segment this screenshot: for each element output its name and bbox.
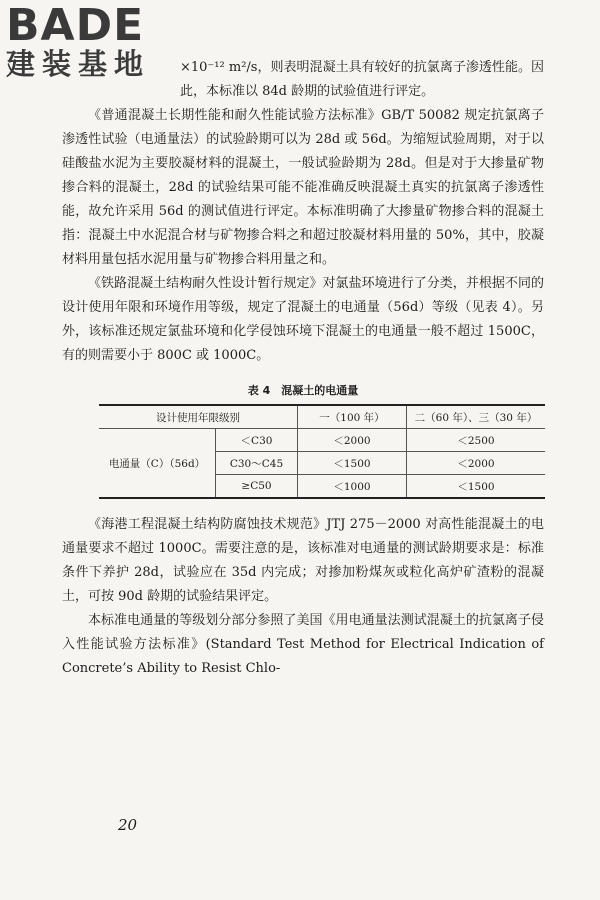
cell-grade: ＜C30: [216, 429, 298, 452]
paragraph-2: 《普通混凝土长期性能和耐久性能试验方法标准》GB/T 50082 规定抗氯离子渗透性试验（电通量法）的试验龄期可以为 28d 或 56d。为缩短试验周期，对于以硅酸盐水泥为主要胶凝材料的混凝土，一般试验龄期为 28d。但是对于大掺量矿物掺合料的混凝土，28d 的试验结果可能不能准确反映混凝土真实的抗氯离子渗透性能，故允许采用 56d 的测试值进行评定。本标准明确了大掺量矿物掺合料的混凝土指：混凝土中水泥混合材与矿物掺合料之和超过胶凝材料用量的 50%，其中，胶凝材料用量包括水泥用量与矿物掺合料用量之和。: [62, 108, 545, 267]
cell-value: ＜1500: [407, 475, 546, 499]
table-caption: 表 4 混凝土的电通量: [247, 384, 359, 397]
cell-value: ＜1000: [298, 475, 407, 499]
cell-grade: ≥C50: [216, 475, 298, 499]
logo-brand: BADE: [6, 0, 145, 51]
paragraph-3: 《铁路混凝土结构耐久性设计暂行规定》对氯盐环境进行了分类，并根据不同的设计使用年限和环境作用等级，规定了混凝土的电通量（56d）等级（见表 4）。另外，该标准还规定氯盐环境和化学侵蚀环境下混凝土的电通量一般不超过 1500C，有的则需要小于 800C 或 1000C。: [62, 276, 544, 363]
cell-value: ＜2500: [407, 429, 546, 452]
watermark-logo: [6, 0, 151, 81]
paragraph-1: ×10⁻¹² m²/s，则表明混凝土具有较好的抗氯离子渗透性能。因此，本标准以 84d 龄期的试验值进行评定。: [180, 60, 544, 99]
cell-grade: C30～C45: [216, 452, 298, 475]
cell-value: ＜2000: [298, 429, 407, 452]
header-grade-one: 一（100 年）: [298, 405, 407, 429]
table-header-row: [99, 405, 545, 429]
row-label-flux: 电通量（C）（56d）: [99, 429, 216, 499]
electric-flux-table: [99, 404, 545, 499]
header-grade-two-three: 二（60 年）、三（30 年）: [407, 405, 546, 429]
header-service-life: 设计使用年限级别: [99, 405, 298, 429]
paragraph-5: 本标准电通量的等级划分部分参照了美国《用电通量法测试混凝土的抗氯离子侵入性能试验方法标准》(Standard Test Method for Electrical Indication of Concrete’s Ability to Resist Chlo-: [62, 613, 544, 676]
cell-value: ＜2000: [407, 452, 546, 475]
table-row: [99, 429, 545, 452]
cell-value: ＜1500: [298, 452, 407, 475]
logo-subtitle: 建装基地: [6, 47, 151, 81]
paragraph-4: 《海港工程混凝土结构防腐蚀技术规范》JTJ 275－2000 对高性能混凝土的电通量要求不超过 1000C。需要注意的是，该标准对电通量的测试龄期要求是：标准条件下养护 28d，试验应在 35d 内完成；对掺加粉煤灰或粒化高炉矿渣粉的混凝土，可按 90d 龄期的试验结果评定。: [62, 517, 544, 604]
page-content: [62, 56, 544, 681]
page-number: 20: [118, 816, 138, 834]
